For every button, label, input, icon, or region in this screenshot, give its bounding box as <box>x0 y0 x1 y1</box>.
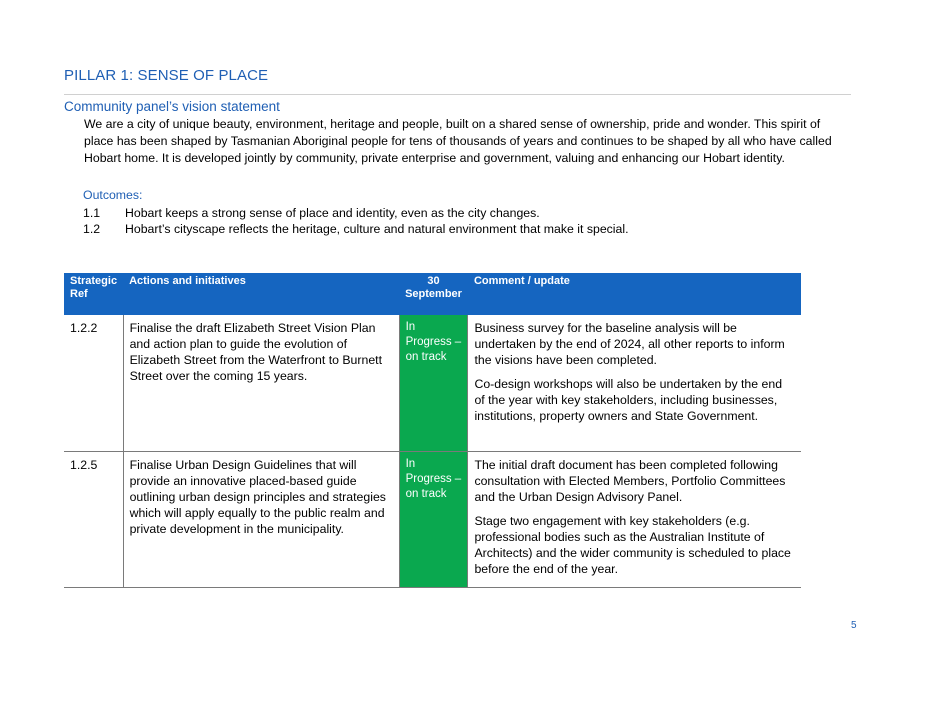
table-row <box>64 451 801 587</box>
row-status: In Progress – on track <box>399 315 468 451</box>
row-action: Finalise the draft Elizabeth Street Vision Plan and action plan to guide the evolution of Elizabeth Street from the Waterfront to Burnett Street over the coming 15 years. <box>123 315 399 451</box>
comment-paragraph: The initial draft document has been completed following consultation with Elected Members, Portfolio Committees and the Urban Design Advisory Panel. <box>474 457 786 504</box>
row-comment <box>468 451 801 587</box>
vision-statement: We are a city of unique beauty, environment, heritage and people, built on a shared sense of ownership, pride and wonder. This spirit of place has been shaped by Tasmanian Aboriginal people for tens of thousands of years and continues to be shaped by all who have called Hobart home. It is developed jointly by community, private enterprise and government, valuing and enhancing our Hobart identity. <box>84 117 832 165</box>
vision-heading: Community panel’s vision statement <box>64 99 280 114</box>
header-status-date: 30 September <box>399 273 468 315</box>
header-strategic-ref: Strategic Ref <box>64 273 123 315</box>
row-action: Finalise Urban Design Guidelines that will provide an innovative placed-based guide outlining urban design principles and strategies which will apply equally to the public realm and private development in the municipality. <box>123 451 399 587</box>
outcome-number: 1.1 <box>83 206 101 220</box>
outcome-item <box>83 221 629 237</box>
comment-paragraph: Business survey for the baseline analysis will be undertaken by the end of 2024, all other reports to inform the visions have been completed. <box>474 321 785 367</box>
actions-table <box>64 273 801 588</box>
row-ref: 1.2.5 <box>64 451 123 587</box>
outcome-number: 1.2 <box>83 222 101 236</box>
comment-paragraph: Stage two engagement with key stakeholders (e.g. professional bodies such as the Australian Institute of Architects) and the wider community is scheduled to place before the end of the year. <box>474 513 791 576</box>
table-row <box>64 315 801 451</box>
row-status: In Progress – on track <box>399 451 468 587</box>
outcomes-list <box>83 205 629 237</box>
comment-paragraph: Co-design workshops will also be undertaken by the end of the year with key stakeholders, including businesses, institutions, property owners and State Government. <box>474 377 783 423</box>
header-actions: Actions and initiatives <box>123 273 399 315</box>
header-comment: Comment / update <box>468 273 801 315</box>
page-number: 5 <box>851 620 857 631</box>
outcome-text: Hobart’s cityscape reflects the heritage, culture and natural environment that make it special. <box>125 222 629 236</box>
outcomes-heading: Outcomes: <box>83 188 143 202</box>
pillar-title: PILLAR 1: SENSE OF PLACE <box>64 67 269 84</box>
row-ref: 1.2.2 <box>64 315 123 451</box>
table-header-row <box>64 273 801 315</box>
title-divider <box>64 94 851 95</box>
outcome-text: Hobart keeps a strong sense of place and identity, even as the city changes. <box>125 206 540 220</box>
row-comment <box>468 315 801 451</box>
outcome-item <box>83 205 629 221</box>
